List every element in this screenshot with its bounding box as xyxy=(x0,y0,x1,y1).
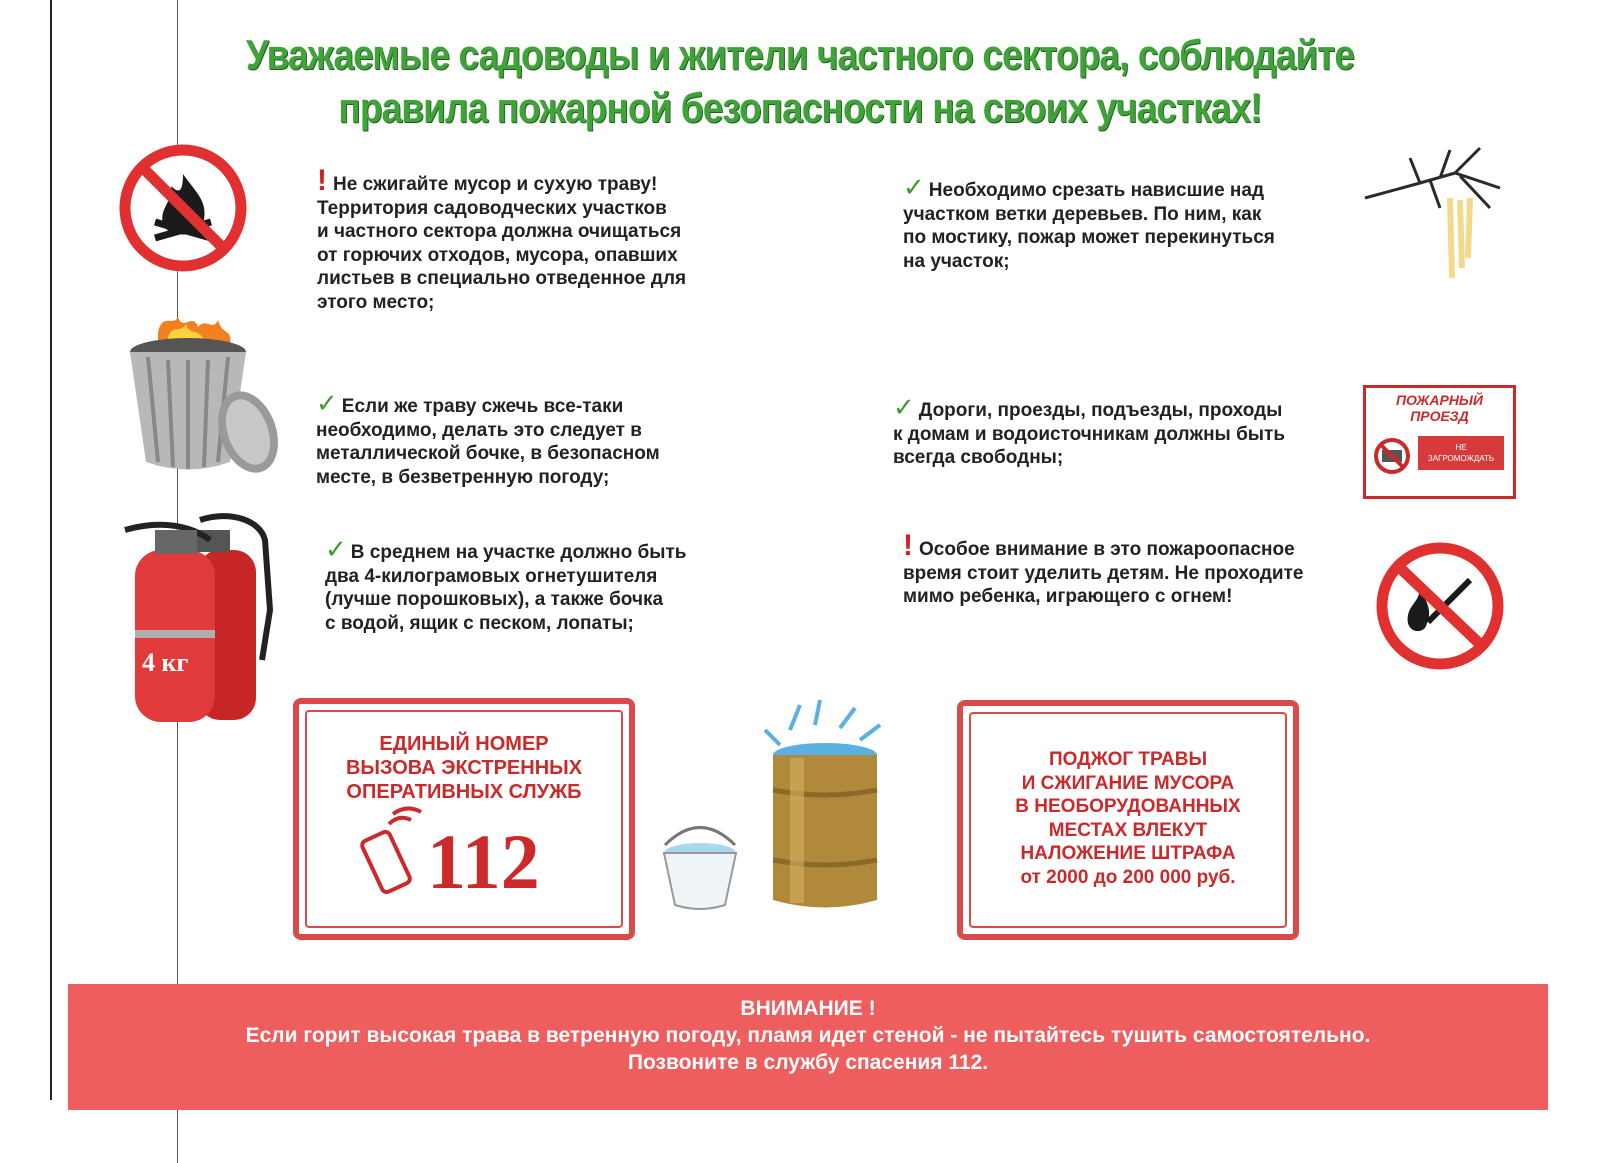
sign-title-line-2: ПРОЕЗД xyxy=(1410,408,1469,424)
emergency-number-panel xyxy=(293,698,635,940)
exclamation-icon: ! xyxy=(903,529,913,562)
no-playing-with-fire-icon xyxy=(1370,540,1510,672)
water-bucket-icon xyxy=(655,815,745,915)
text-block-roads: ✓ Дороги, проезды, подъезды, проходы к домам и водоисточникам должны быть всегда свободны; xyxy=(893,392,1286,468)
text-block-barrel: ✓ Если же траву сжечь все-таки необходимо, делать это следует в металлической бочке, в безопасном месте, в безветренную погоду; xyxy=(316,388,660,488)
warning-heading: ВНИМАНИЕ ! xyxy=(740,997,876,1020)
text-block-branches: ✓ Необходимо срезать нависшие над участком ветки деревьев. По ним, как по мостику, пожар может перекинуться на участок; xyxy=(903,172,1275,272)
checkmark-icon: ✓ xyxy=(903,172,925,202)
fire-lane-sign xyxy=(1363,385,1516,499)
tree-branch-icon xyxy=(1360,138,1510,283)
mobile-phone-icon xyxy=(359,804,429,904)
checkmark-icon: ✓ xyxy=(316,388,338,418)
text-block-children: ! Особое внимание в это пожароопасное время стоит уделить детям. Не проходите мимо ребенка, играющего с огнем! xyxy=(903,529,1304,607)
warning-line-1: Если горит высокая трава в ветренную погоду, пламя идет стеной - не пытайтесь тушить самостоятельно. xyxy=(245,1024,1371,1047)
page-title-line-2: правила пожарной безопасности на своих участках! xyxy=(338,84,1262,131)
page-title-line-1: Уважаемые садоводы и жители частного сектора, соблюдайте xyxy=(245,31,1355,78)
emergency-text: ЕДИНЫЙ НОМЕР ВЫЗОВА ЭКСТРЕННЫХ ОПЕРАТИВНЫХ СЛУЖБ xyxy=(345,733,583,803)
text-block-burning: ! Не сжигайте мусор и сухую траву! Территория садоводческих участков и частного сектора должна очищаться от горючих отходов, мусора, опавших листьев в специально отведенное для этого место; xyxy=(317,164,687,313)
no-open-fire-icon xyxy=(117,142,249,274)
water-barrel-icon xyxy=(760,700,890,920)
scan-edge-line xyxy=(50,0,52,1100)
extinguisher-weight-label: 4 кг xyxy=(142,648,189,677)
fine-notice-panel xyxy=(957,700,1299,940)
sign-plate: НЕ ЗАГРОМОЖДАТЬ xyxy=(1418,436,1504,470)
text-block-extinguisher: ✓ В среднем на участке должно быть два 4-килограмовых огнетушителя (лучше порошковых), а также бочка с водой, ящик с песком, лопаты; xyxy=(325,534,687,634)
warning-line-2: Позвоните в службу спасения 112. xyxy=(627,1051,989,1074)
no-truck-icon xyxy=(1372,436,1412,476)
fire-extinguisher-icon xyxy=(120,500,280,725)
checkmark-icon: ✓ xyxy=(893,392,915,422)
exclamation-icon: ! xyxy=(317,164,327,197)
burning-trash-can-icon xyxy=(118,312,283,482)
warning-banner xyxy=(68,984,1548,1110)
sign-title-line-1: ПОЖАРНЫЙ xyxy=(1395,392,1484,408)
checkmark-icon: ✓ xyxy=(325,534,347,564)
fine-text: ПОДЖОГ ТРАВЫ И СЖИГАНИЕ МУСОРА В НЕОБОРУДОВАННЫХ МЕСТАХ ВЛЕКУТ НАЛОЖЕНИЕ ШТРАФА от 2000 до 200 000 руб. xyxy=(1015,749,1241,888)
emergency-number: 112 xyxy=(427,818,540,905)
